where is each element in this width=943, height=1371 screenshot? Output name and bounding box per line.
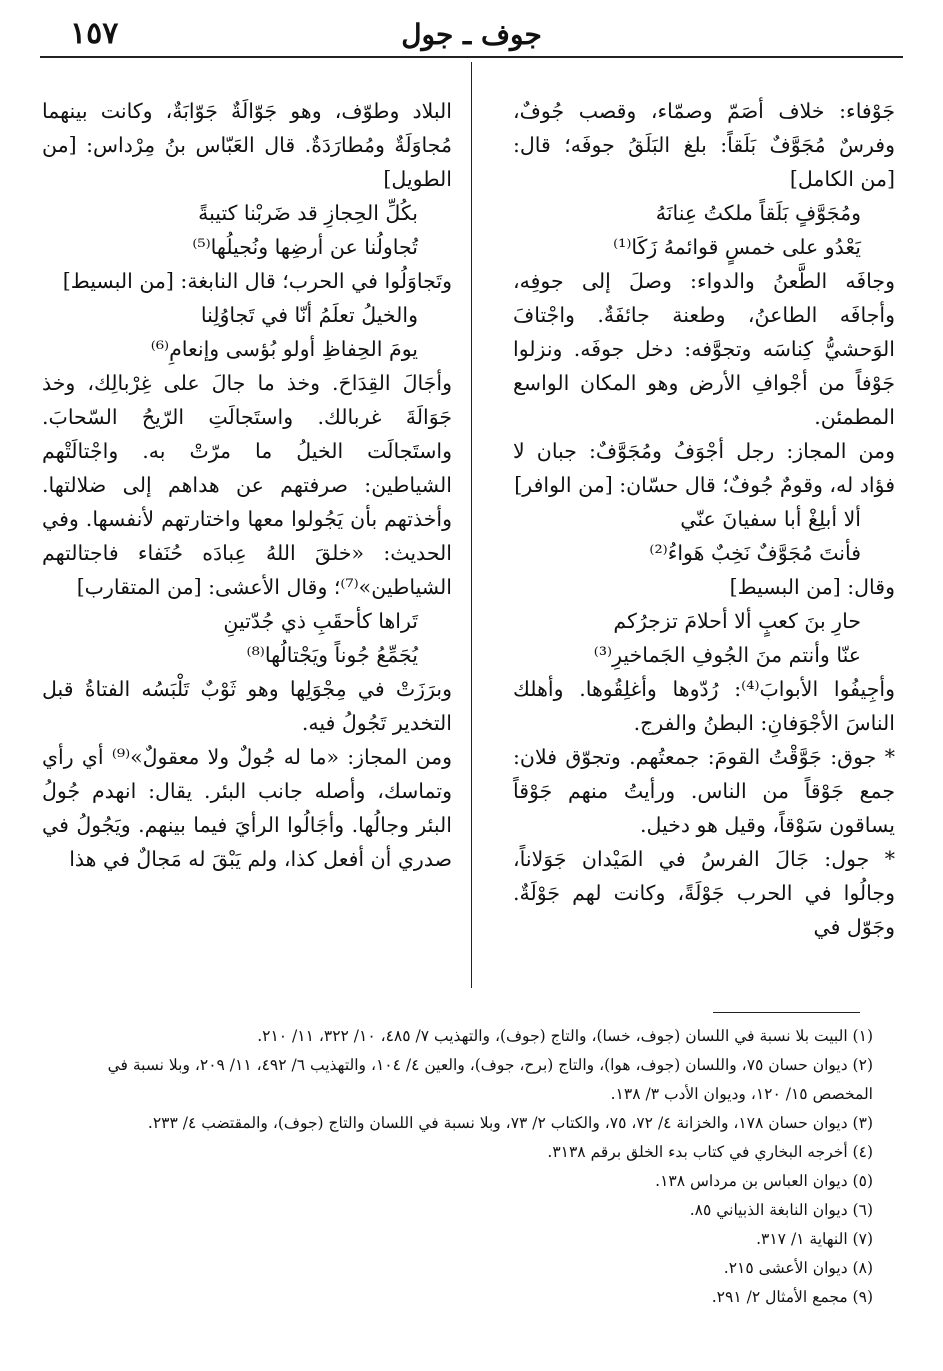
paragraph: ومن المجاز: «ما له جُولٌ ولا معقولٌ»⁽⁹⁾ أي رأي وتماسك، وأصله جانب البئر. يقال: انهدم جُولُ البئر وجالُها. وأجَالُوا الرأيَ فيما بينهم. ويَجُولُ في صدري أن أفعل كذا، ولم يَبْقَ له مَجالٌ في هذا — [42, 745, 452, 871]
footnote: (٦) ديوان النابغة الذبياني ٨٥. — [689, 1201, 873, 1219]
footnote: (٨) ديوان الأعشى ٢١٥. — [723, 1259, 873, 1277]
verse-line: تَراها كأحقَبِ ذي جُدّتينِ — [223, 609, 418, 633]
paragraph: وأجِيفُوا الأبوابَ⁽⁴⁾: رُدّوها وأغلِقُوها. وأهلك الناسَ الأجْوَفانِ: البطنُ والفرج. — [513, 677, 895, 735]
verse-line: يومَ الحِفاظِ أولو بُؤسى وإنعامِ⁽⁶⁾ — [150, 337, 418, 361]
verse-line: فأنتَ مُجَوَّفٌ نَخِبٌ هَواءُ⁽²⁾ — [649, 541, 861, 565]
footnote: (٧) النهاية ١/ ٣١٧. — [756, 1230, 873, 1248]
verse-line: يَعْدُو على خمسٍ قوائمهُ زَكَا⁽¹⁾ — [613, 235, 861, 259]
verse-line: عنّا وأنتم منَ الجُوفِ الجَماخيرِ⁽³⁾ — [593, 643, 861, 667]
page-number: ١٥٧ — [70, 16, 119, 51]
verse-line: بكُلِّ الحِجازِ قد ضَربْنا كتيبةً — [198, 201, 418, 225]
column-divider — [471, 62, 472, 988]
page-header — [40, 14, 903, 58]
paragraph: * جول: جَالَ الفرسُ في المَيْدان جَوَلاناً، وجالُوا في الحرب جَوْلَةً، وكانت لهم جَوْلَةٌ. وجَوّل في — [513, 847, 895, 939]
paragraph: وتَجاوَلُوا في الحرب؛ قال النابغة: [من البسيط] — [62, 269, 452, 293]
footnote: (٣) ديوان حسان ١٧٨، والخزانة ٤/ ٧٢، ٧٥، والكتاب ٢/ ٧٣، وبلا نسبة في اللسان والتاج (جوف)، والمقتضب ٤/ ٢٣٣. — [147, 1114, 873, 1132]
footnotes — [73, 1022, 873, 1312]
paragraph: ومن المجاز: رجل أجْوَفُ ومُجَوَّفٌ: جبان لا فؤاد له، وقومٌ جُوفٌ؛ قال حسّان: [من الوافر] — [513, 439, 895, 497]
paragraph: وجافَه الطَّعنُ والدواء: وصلَ إلى جوفِه، وأجافَه الطاعنُ، وطعنة جائفَةٌ. واجْتافَ الوَحشيُّ كِناسَه وتجوَّفه: دخل جوفَه. ونزلوا جَوْفاً من أجْوافِ الأرض وهو المكان الواسع المطمئن. — [513, 269, 895, 429]
footnote: (٤) أخرجه البخاري في كتاب بدء الخلق برقم ٣١٣٨. — [547, 1143, 873, 1161]
footnote-rule — [713, 1012, 860, 1013]
running-title: جوف ـ جول — [401, 18, 542, 51]
footnote: (١) البيت بلا نسبة في اللسان (جوف، خسا)، والتاج (جوف)، والتهذيب ٧/ ٤٨٥، ١٠/ ٣٢٢، ١١/ ٢١٠. — [257, 1027, 873, 1045]
verse-line: ألا أبلِغْ أبا سفيانَ عنّي — [680, 507, 861, 531]
footnote: (٥) ديوان العباس بن مرداس ١٣٨. — [655, 1172, 873, 1190]
paragraph: البلاد وطوّف، وهو جَوّالَةٌ جَوّابَةٌ، وكانت بينهما مُجاوَلَةٌ ومُطارَدَةٌ. قال العَبّاس بنُ مِرْداس: [من الطويل] — [42, 99, 452, 191]
footnote: (٢) ديوان حسان ٧٥، واللسان (جوف، هوا)، والتاج (برح، جوف)، والعين ٤/ ١٠٤، والتهذيب ٦/ ٤٩٢، ١١/ ٢٠٩، وبلا نسبة في المخصص ١٥/ ١٢٠، وديوان الأدب ٣/ ١٣٨. — [107, 1056, 873, 1103]
paragraph: * جوق: جَوَّقْتُ القومَ: جمعتُهم. وتجوّق فلان: جمع جَوْقاً من الناس. ورأيتُ منهم جَوْقاً يساقون سَوْقاً، وقيل هو دخيل. — [513, 745, 895, 837]
paragraph: وأجَالَ القِدَاحَ. وخذ ما جالَ على غِرْبالِك، وخذ جَوَالَةَ غربالك. واستَجالَتِ الرّيحُ السّحابَ. واستَجالَت الخيلُ ما مرّتْ به. واجْتالَتْهم الشياطين: صرفتهم عن هداهم إلى ضلالتها. وأخذتهم بأن يَجُولوا معها واختارتهم لأنفسها. وفي الحديث: «خلقَ اللهُ عِبادَه حُنَفاء فاجتالتهم الشياطين»⁽⁷⁾؛ وقال الأعشى: [من المتقارب] — [42, 371, 452, 599]
paragraph: وبرَزَتْ في مِجْوَلِها وهو ثَوْبٌ تَلْبَسُه الفتاةُ قبل التخدير تَجُولُ فيه. — [42, 677, 452, 735]
verse-line: والخيلُ تعلَمُ أنّا في تَجاوُلِنا — [200, 303, 418, 327]
paragraph: وقال: [من البسيط] — [729, 575, 895, 599]
footnote: (٩) مجمع الأمثال ٢/ ٢٩١. — [711, 1288, 873, 1306]
verse-line: حارِ بنَ كعبٍ ألا أحلامَ تزجرُكم — [613, 609, 861, 633]
verse-line: ومُجَوَّفٍ بَلَقاً ملكتُ عِنانَهُ — [655, 201, 861, 225]
left-column — [42, 94, 452, 876]
right-column — [513, 94, 895, 944]
verse-line: تُجاولُنا عن أرضِها ونُجيلُها⁽⁵⁾ — [192, 235, 418, 259]
paragraph: جَوْفاء: خلاف أصَمّ وصمّاء، وقصب جُوفٌ، وفرسٌ مُجَوَّفٌ بَلَقاً: بلغ البَلَقُ جوفَه؛ قال: [من الكامل] — [513, 99, 895, 191]
verse-line: يُجَمِّعُ جُوناً ويَجْتالُها⁽⁸⁾ — [246, 643, 418, 667]
